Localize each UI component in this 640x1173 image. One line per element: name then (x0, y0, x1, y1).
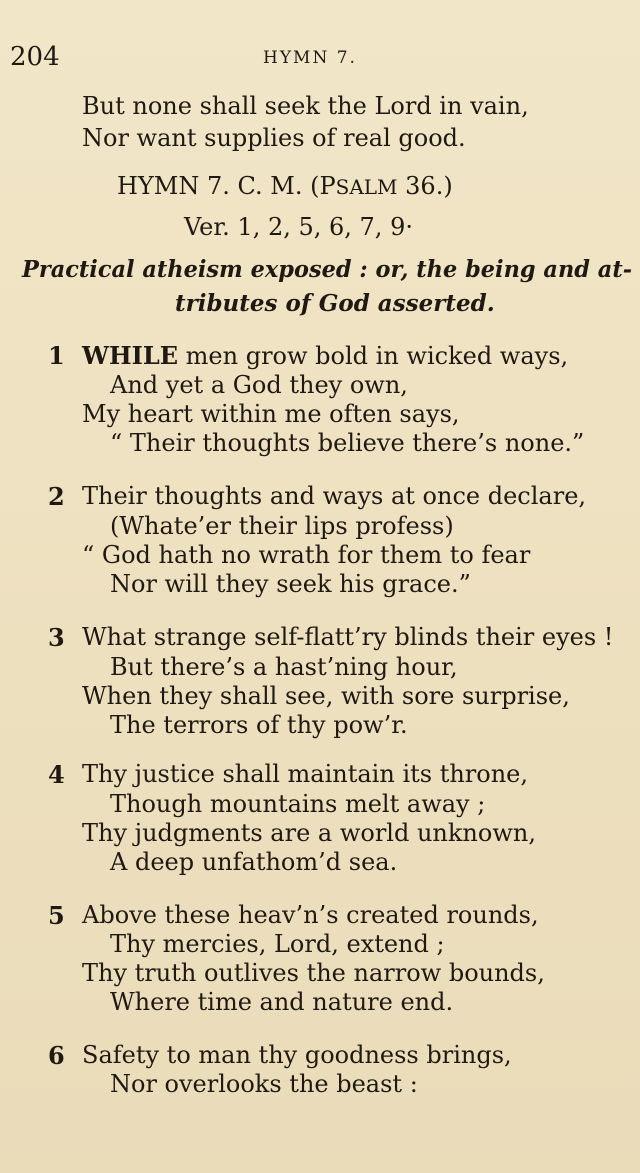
stanza-line: But there’s a hast’ning hour, (110, 653, 458, 681)
stanza-line: A deep unfathom’d sea. (110, 848, 398, 876)
stanza-line: Nor overlooks the beast : (110, 1070, 418, 1098)
stanza-line: Thy justice shall maintain its throne, (82, 760, 529, 788)
continuation-line: But none shall seek the Lord in vain, (82, 92, 529, 120)
verses-reference: Ver. 1, 2, 5, 6, 7, 9· (184, 213, 413, 241)
hymn-subtitle: tributes of God asserted. (175, 290, 495, 317)
stanza-line: Though mountains melt away ; (110, 790, 486, 818)
stanza-number: 2 (48, 482, 65, 511)
stanza-line: Thy mercies, Lord, extend ; (110, 930, 445, 958)
stanza-line: The terrors of thy pow’r. (110, 711, 408, 739)
stanza-line: My heart within me often says, (82, 400, 460, 428)
continuation-line: Nor want supplies of real good. (82, 124, 466, 152)
stanza-line: Above these heav’n’s created rounds, (82, 901, 539, 929)
hymn-subtitle: Practical atheism exposed : or, the being and at- (22, 256, 633, 283)
stanza-line: Thy judgments are a world unknown, (82, 819, 536, 847)
stanza-number: 4 (48, 760, 65, 789)
stanza-line: “ Their thoughts believe there’s none.” (110, 429, 585, 457)
stanza-line (82, 341, 568, 370)
stanza-line: Where time and nature end. (110, 988, 454, 1016)
stanza-line: What strange self-flatt’ry blinds their eyes ! (82, 623, 614, 651)
stanza-line: Nor will they seek his grace.” (110, 570, 471, 598)
stanza-line: Safety to man thy goodness brings, (82, 1041, 512, 1069)
stanza-number: 3 (48, 623, 65, 652)
stanza-line: Their thoughts and ways at once declare, (82, 482, 587, 510)
running-head: HYMN 7. (263, 48, 357, 68)
hymn-title (117, 172, 453, 200)
stanza-initial-word: WHILE (82, 341, 179, 370)
stanza-line: And yet a God they own, (110, 371, 408, 399)
stanza-number: 6 (48, 1041, 65, 1070)
stanza-line: When they shall see, with sore surprise, (82, 682, 570, 710)
hymn-title-end: 36.) (397, 172, 453, 200)
page-number: 204 (10, 42, 60, 72)
hymn-title-smallcaps: SALM (335, 175, 398, 199)
stanza-number: 5 (48, 901, 65, 930)
hymn-title-main: HYMN 7. C. M. (P (117, 172, 336, 200)
stanza-number: 1 (48, 341, 65, 370)
stanza-line: (Whate’er their lips profess) (110, 512, 454, 540)
stanza-line: Thy truth outlives the narrow bounds, (82, 959, 545, 987)
stanza-line: “ God hath no wrath for them to fear (82, 541, 531, 569)
stanza-line-rest: men grow bold in wicked ways, (178, 342, 569, 370)
